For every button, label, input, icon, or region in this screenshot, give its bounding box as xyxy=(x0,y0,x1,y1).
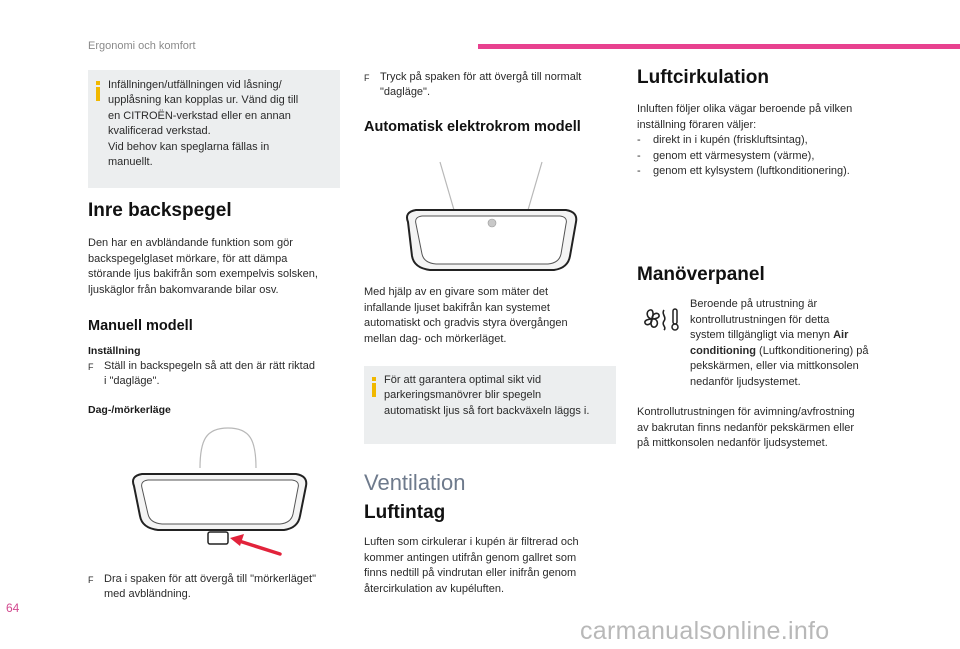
text-line: på mittkonsolen nedanför ljudsystemet. xyxy=(637,437,828,450)
info-line: automatiskt ljus så fort backväxeln läggs i. xyxy=(384,404,590,417)
electrochromic-mirror-illustration xyxy=(396,158,586,288)
info-icon xyxy=(372,383,376,397)
air-intake-text xyxy=(364,535,614,597)
bullet-glyph: F xyxy=(364,73,370,83)
info-line: manuellt. xyxy=(108,156,153,169)
auto-description-text xyxy=(364,285,614,347)
dash-mark: - xyxy=(637,134,641,146)
panel-description xyxy=(690,297,910,391)
info-line: Infällningen/utfällningen vid låsning/ xyxy=(108,79,282,91)
page-number: 64 xyxy=(6,601,20,615)
text-line: inställning föraren väljer: xyxy=(637,118,757,131)
text-line: mellan dag- och mörkerläget. xyxy=(364,332,507,345)
info-box-text xyxy=(384,373,614,419)
text-segment: (Luftkonditionering) på xyxy=(759,344,869,357)
info-line: kvalificerad verkstad. xyxy=(108,125,211,138)
text-line: infallande ljuset bakifrån kan systemet xyxy=(364,301,550,314)
manual-mirror-illustration xyxy=(120,420,320,560)
info-line: Vid behov kan speglarna fällas in xyxy=(108,140,270,153)
heading-luftcirkulation: Luftcirkulation xyxy=(637,67,769,88)
text-line: Tryck på spaken för att övergå till normalt xyxy=(380,71,582,83)
push-bullet xyxy=(364,70,614,101)
info-line: en CITROËN-verkstad eller en annan xyxy=(108,109,291,122)
menu-name-air: Air xyxy=(833,329,849,342)
text-line: backspegelglaset mörkare, för att dämpa xyxy=(88,252,288,265)
text-line: Ställ in backspegeln så att den är rätt riktad xyxy=(104,360,315,372)
text-line: kontrollutrustningen för detta xyxy=(690,313,830,326)
text-line: i "dagläge". xyxy=(104,375,160,388)
text-line xyxy=(690,328,910,344)
info-box-text xyxy=(108,78,338,170)
heading-inre-backspegel: Inre backspegel xyxy=(88,200,232,221)
list-item-text: genom ett kylsystem (luftkonditionering). xyxy=(653,165,850,178)
list-item xyxy=(637,164,907,180)
list-item-text: genom ett värmesystem (värme), xyxy=(653,149,815,162)
climate-control-icon xyxy=(643,306,683,332)
text-line: pekskärmen, eller via mittkonsolen xyxy=(690,360,859,373)
text-line: störande ljus bakifrån som exempelvis solsken, xyxy=(88,268,318,281)
text-line: Kontrollutrustningen för avimning/avfrostning xyxy=(637,406,855,418)
text-line: Den har en avbländande funktion som gör xyxy=(88,237,293,249)
info-line: parkeringsmanövrer blir spegeln xyxy=(384,389,542,402)
text-line xyxy=(690,344,910,360)
text-line: nedanför ljudsystemet. xyxy=(690,375,801,388)
defrost-text xyxy=(637,405,912,452)
dash-mark: - xyxy=(637,165,641,178)
text-line: Beroende på utrustning är xyxy=(690,298,818,310)
info-line: upplåsning kan kopplas ur. Vänd dig till xyxy=(108,94,299,107)
circulation-list xyxy=(637,133,907,180)
text-line: Luften som cirkulerar i kupén är filtrerad och xyxy=(364,536,579,548)
setting-label: Inställning xyxy=(88,345,141,357)
setting-bullet xyxy=(88,359,348,390)
header-accent-bar xyxy=(478,44,960,49)
text-line: återcirkulation av kupéluften. xyxy=(364,582,505,595)
section-title: Ergonomi och komfort xyxy=(88,40,196,52)
heading-ventilation: Ventilation xyxy=(364,470,466,495)
list-item-text: direkt in i kupén (friskluftsintag), xyxy=(653,134,808,146)
list-item xyxy=(637,133,907,149)
text-line: Dra i spaken för att övergå till "mörkerläget" xyxy=(104,573,317,585)
text-line: "dagläge". xyxy=(380,86,431,99)
info-line: För att garantera optimal sikt vid xyxy=(384,374,542,386)
watermark: carmanualsonline.info xyxy=(580,617,830,645)
text-line: Inluften följer olika vägar beroende på vilken xyxy=(637,103,853,115)
dash-mark: - xyxy=(637,149,641,162)
info-icon xyxy=(96,87,100,101)
heading-manoverpanel: Manöverpanel xyxy=(637,264,765,285)
heading-manuell-modell: Manuell modell xyxy=(88,318,193,334)
mirror-intro-text xyxy=(88,236,348,298)
bullet-glyph: F xyxy=(88,575,94,585)
red-arrow-icon xyxy=(230,534,280,554)
menu-name-conditioning: conditioning xyxy=(690,344,756,357)
text-line: Med hjälp av en givare som mäter det xyxy=(364,286,549,298)
circulation-intro xyxy=(637,102,907,133)
info-box-mirror-folding xyxy=(88,70,340,188)
info-box-reverse-gear xyxy=(364,366,616,444)
pull-bullet xyxy=(88,572,348,603)
text-segment: system tillgängligt via menyn xyxy=(690,329,831,342)
text-line: automatiskt och gradvis styra övergången xyxy=(364,317,568,330)
heading-automatisk-modell: Automatisk elektrokrom modell xyxy=(364,119,581,135)
list-item xyxy=(637,149,907,165)
text-line: finns nedtill på vindrutan eller inifrån genom xyxy=(364,567,577,580)
text-line: kommer antingen utifrån genom gallret som xyxy=(364,551,577,564)
heading-luftintag: Luftintag xyxy=(364,502,446,523)
text-line: av bakrutan finns nedanför pekskärmen eller xyxy=(637,421,855,434)
text-line: med avbländning. xyxy=(104,588,191,601)
light-sensor-icon xyxy=(488,219,496,227)
text-line: ljuskäglor från bakomvarande bilar osv. xyxy=(88,283,279,296)
day-night-label: Dag-/mörkerläge xyxy=(88,404,171,416)
bullet-glyph: F xyxy=(88,362,94,372)
